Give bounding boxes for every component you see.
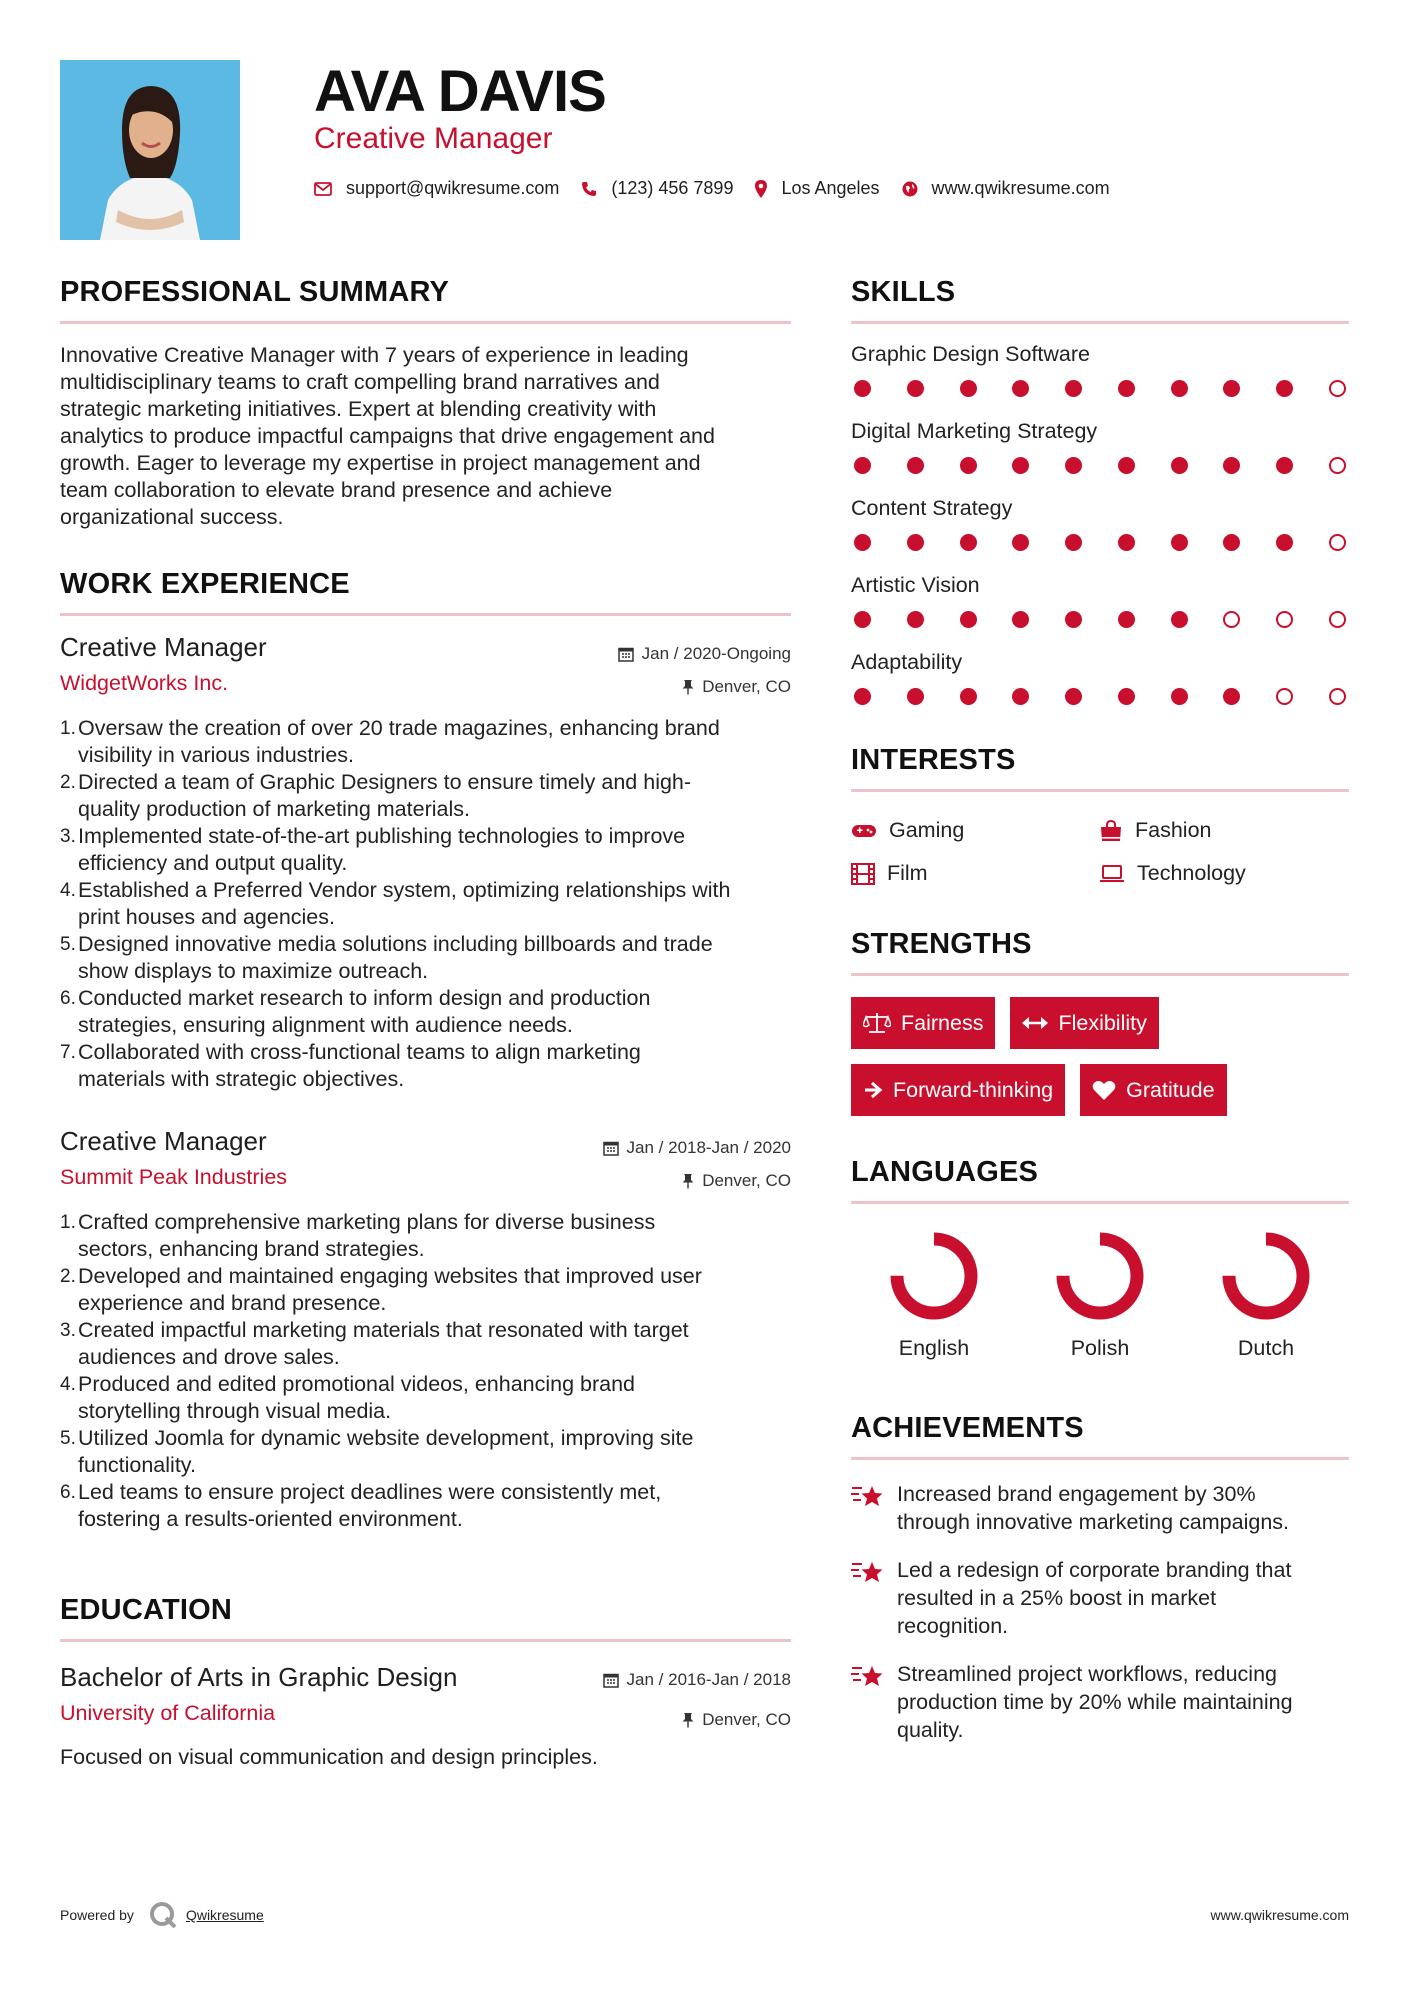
skill-name: Digital Marketing Strategy bbox=[851, 419, 1098, 443]
rating-dot-empty bbox=[1329, 688, 1346, 705]
summary-line: Innovative Creative Manager with 7 years of experience in leading bbox=[60, 343, 689, 367]
achievement-line: Led a redesign of corporate branding that bbox=[897, 1558, 1292, 1582]
section-divider bbox=[60, 321, 791, 324]
list-item: 2. Directed a team of Graphic Designers to ensure timely and high- quality production of marketing materials. bbox=[60, 770, 692, 821]
job-location-text: Denver, CO bbox=[702, 1171, 791, 1190]
job-dates-text: Jan / 2018-Jan / 2020 bbox=[626, 1138, 791, 1157]
strength-tag bbox=[1080, 1064, 1226, 1116]
summary-line: analytics to produce impactful campaigns that drive engagement and bbox=[60, 424, 715, 448]
achievements-section bbox=[851, 1412, 1349, 1744]
section-divider bbox=[851, 321, 1349, 324]
rating-dot-empty bbox=[1329, 380, 1346, 397]
summary-title: PROFESSIONAL SUMMARY bbox=[60, 276, 450, 308]
school-name: University of California bbox=[60, 1701, 276, 1725]
language-item bbox=[1017, 1230, 1183, 1361]
rating-dot-empty bbox=[1276, 611, 1293, 628]
work-section bbox=[60, 568, 791, 616]
skill-rating bbox=[851, 688, 1349, 705]
achievement-line: through innovative marketing campaigns. bbox=[897, 1510, 1289, 1534]
interest-label: Film bbox=[887, 861, 928, 885]
rating-dot-filled bbox=[907, 688, 924, 705]
summary-line: organizational success. bbox=[60, 505, 284, 529]
strength-tag bbox=[851, 1064, 1065, 1116]
interests-title: INTERESTS bbox=[851, 744, 1016, 776]
rating-dot-filled bbox=[1118, 611, 1135, 628]
rating-dot-filled bbox=[1012, 534, 1029, 551]
arrow-right-icon bbox=[863, 1080, 883, 1100]
powered-by-text: Powered by bbox=[60, 1907, 134, 1923]
rating-dot-filled bbox=[1012, 380, 1029, 397]
interest-label: Technology bbox=[1137, 861, 1246, 885]
strength-tag bbox=[851, 997, 995, 1049]
language-item bbox=[851, 1230, 1017, 1361]
achievement-line: Increased brand engagement by 30% bbox=[897, 1482, 1256, 1506]
summary-line: strategic marketing initiatives. Expert at blending creativity with bbox=[60, 397, 657, 421]
list-item: 4. Produced and edited promotional videos, enhancing brand storytelling through visual media. bbox=[60, 1372, 636, 1423]
strength-label: Gratitude bbox=[1126, 1077, 1215, 1102]
rating-dot-filled bbox=[907, 380, 924, 397]
email-text: support@qwikresume.com bbox=[346, 178, 560, 198]
rating-dot-filled bbox=[1223, 688, 1240, 705]
list-item: 5. Designed innovative media solutions including billboards and trade show displays to maximize outreach. bbox=[60, 932, 713, 983]
list-item: 5. Utilized Joomla for dynamic website development, improving site functionality. bbox=[60, 1426, 694, 1477]
language-list bbox=[851, 1230, 1349, 1361]
skill-name: Adaptability bbox=[851, 650, 963, 674]
language-name: Dutch bbox=[1237, 1336, 1295, 1360]
section-divider bbox=[60, 613, 791, 616]
skill-rating bbox=[851, 611, 1349, 628]
rating-dot-filled bbox=[854, 611, 871, 628]
rating-dot-filled bbox=[1065, 380, 1082, 397]
education-section bbox=[60, 1594, 791, 1771]
contact-bar bbox=[314, 178, 1132, 199]
rating-dot-empty bbox=[1329, 457, 1346, 474]
job-bullets bbox=[60, 715, 791, 1093]
heart-icon bbox=[1092, 1080, 1116, 1101]
rating-dot-filled bbox=[960, 380, 977, 397]
job-entry bbox=[60, 632, 791, 1093]
calendar-icon bbox=[603, 1672, 619, 1688]
thumbtack-icon bbox=[682, 679, 694, 695]
job-title: Creative Manager bbox=[60, 632, 267, 662]
calendar-icon bbox=[603, 1140, 619, 1156]
envelope-icon bbox=[314, 182, 332, 196]
languages-section bbox=[851, 1156, 1349, 1361]
list-item: 6. Led teams to ensure project deadlines were consistently met, fostering a results-oriented environment. bbox=[60, 1480, 662, 1531]
candidate-name: AVA DAVIS bbox=[314, 59, 606, 124]
rating-dot-filled bbox=[1276, 534, 1293, 551]
skill-item bbox=[851, 419, 1349, 474]
summary-line: multidisciplinary teams to craft compelling brand narratives and bbox=[60, 370, 660, 394]
rating-dot-filled bbox=[1118, 534, 1135, 551]
shopping-bag-icon bbox=[1099, 820, 1123, 842]
skill-rating bbox=[851, 380, 1349, 397]
interest-film bbox=[851, 861, 1099, 886]
language-progress-ring bbox=[1054, 1230, 1146, 1322]
job-location bbox=[603, 1171, 791, 1191]
rating-dot-filled bbox=[1118, 380, 1135, 397]
rating-dot-filled bbox=[1223, 534, 1240, 551]
footer bbox=[60, 1900, 1349, 1930]
contact-email[interactable] bbox=[314, 178, 559, 199]
achievement-item bbox=[851, 1660, 1349, 1744]
achievement-line: recognition. bbox=[897, 1614, 1009, 1638]
language-item bbox=[1183, 1230, 1349, 1361]
summary-line: growth. Eager to leverage my expertise in project management and bbox=[60, 451, 701, 475]
education-title: EDUCATION bbox=[60, 1594, 233, 1626]
achievement-line: production time by 20% while maintaining bbox=[897, 1690, 1293, 1714]
job-bullets bbox=[60, 1209, 791, 1533]
list-item: 1. Crafted comprehensive marketing plans for diverse business sectors, enhancing brand strategies. bbox=[60, 1210, 656, 1261]
section-divider bbox=[851, 1201, 1349, 1204]
balance-scale-icon bbox=[863, 1012, 891, 1034]
rating-dot-filled bbox=[1118, 688, 1135, 705]
work-title: WORK EXPERIENCE bbox=[60, 568, 350, 600]
strength-tag bbox=[1010, 997, 1158, 1049]
skill-item bbox=[851, 342, 1349, 397]
interests-section bbox=[851, 744, 1349, 886]
achievements-title: ACHIEVEMENTS bbox=[851, 1412, 1084, 1444]
language-progress-ring bbox=[888, 1230, 980, 1322]
job-location bbox=[618, 677, 791, 697]
contact-location bbox=[755, 178, 879, 199]
education-dates bbox=[603, 1670, 791, 1690]
rating-dot-filled bbox=[1012, 457, 1029, 474]
rating-dot-filled bbox=[854, 534, 871, 551]
achievement-line: quality. bbox=[897, 1718, 964, 1742]
rating-dot-filled bbox=[854, 457, 871, 474]
map-marker-icon bbox=[755, 180, 767, 198]
rating-dot-filled bbox=[854, 688, 871, 705]
section-divider bbox=[60, 1639, 791, 1642]
rating-dot-filled bbox=[1276, 457, 1293, 474]
language-progress-arc bbox=[897, 1239, 971, 1313]
job-dates-text: Jan / 2020-Ongoing bbox=[641, 644, 791, 663]
achievement-line: Streamlined project workflows, reducing bbox=[897, 1662, 1277, 1686]
list-item: 3. Implemented state-of-the-art publishing technologies to improve efficiency and output quality. bbox=[60, 824, 686, 875]
rating-dot-filled bbox=[1065, 688, 1082, 705]
rating-dot-filled bbox=[1012, 688, 1029, 705]
list-item: 7. Collaborated with cross-functional teams to align marketing materials with strategic objectives. bbox=[60, 1040, 641, 1091]
summary-text bbox=[60, 342, 791, 531]
skill-name: Content Strategy bbox=[851, 496, 1013, 520]
rating-dot-filled bbox=[1171, 457, 1188, 474]
job-entry bbox=[60, 1126, 791, 1533]
interest-fashion bbox=[1099, 818, 1349, 843]
skill-name: Graphic Design Software bbox=[851, 342, 1090, 366]
achievement-line: resulted in a 25% boost in market bbox=[897, 1586, 1217, 1610]
shooting-star-icon bbox=[851, 1662, 885, 1690]
education-location bbox=[603, 1710, 791, 1730]
rating-dot-filled bbox=[907, 534, 924, 551]
rating-dot-empty bbox=[1223, 611, 1240, 628]
skill-name: Artistic Vision bbox=[851, 573, 980, 597]
rating-dot-empty bbox=[1276, 688, 1293, 705]
thumbtack-icon bbox=[682, 1173, 694, 1189]
interest-label: Gaming bbox=[889, 818, 965, 842]
rating-dot-filled bbox=[960, 457, 977, 474]
skills-title: SKILLS bbox=[851, 276, 956, 308]
rating-dot-filled bbox=[1118, 457, 1135, 474]
skill-item bbox=[851, 573, 1349, 628]
calendar-icon bbox=[618, 646, 634, 662]
strength-label: Flexibility bbox=[1058, 1010, 1147, 1035]
job-company: WidgetWorks Inc. bbox=[60, 671, 229, 695]
achievement-item bbox=[851, 1480, 1349, 1536]
rating-dot-empty bbox=[1329, 611, 1346, 628]
strengths-section bbox=[851, 928, 1349, 1131]
interest-gaming bbox=[851, 818, 1099, 843]
list-item: 6. Conducted market research to inform design and production strategies, ensuring alignment with audience needs. bbox=[60, 986, 651, 1037]
degree-title: Bachelor of Arts in Graphic Design bbox=[60, 1662, 458, 1692]
footer-url[interactable]: www.qwikresume.com bbox=[1210, 1907, 1349, 1923]
qwikresume-link[interactable]: Qwikresume bbox=[185, 1907, 264, 1923]
gamepad-icon bbox=[851, 823, 877, 839]
summary-section bbox=[60, 276, 791, 531]
rating-dot-filled bbox=[1065, 457, 1082, 474]
job-title: Creative Manager bbox=[60, 1126, 267, 1156]
job-location-text: Denver, CO bbox=[702, 677, 791, 696]
rating-dot-filled bbox=[907, 457, 924, 474]
website-text: www.qwikresume.com bbox=[931, 178, 1110, 198]
rating-dot-filled bbox=[1012, 611, 1029, 628]
phone-icon bbox=[581, 181, 597, 197]
phone-text: (123) 456 7899 bbox=[611, 178, 734, 198]
laptop-icon bbox=[1099, 865, 1125, 883]
rating-dot-filled bbox=[1223, 457, 1240, 474]
contact-website[interactable] bbox=[902, 178, 1110, 199]
summary-line: team collaboration to elevate brand presence and achieve bbox=[60, 478, 613, 502]
rating-dot-filled bbox=[960, 611, 977, 628]
shooting-star-icon bbox=[851, 1558, 885, 1586]
language-progress-arc bbox=[1063, 1239, 1137, 1313]
skill-rating bbox=[851, 457, 1349, 474]
list-item: 2. Developed and maintained engaging websites that improved user experience and brand presence. bbox=[60, 1264, 702, 1315]
rating-dot-filled bbox=[1171, 688, 1188, 705]
job-company: Summit Peak Industries bbox=[60, 1165, 288, 1189]
section-divider bbox=[851, 1457, 1349, 1460]
list-item: 4. Established a Preferred Vendor system, optimizing relationships with print houses and agencies. bbox=[60, 878, 731, 929]
rating-dot-filled bbox=[907, 611, 924, 628]
contact-phone[interactable] bbox=[581, 178, 733, 199]
strength-label: Fairness bbox=[901, 1010, 984, 1035]
rating-dot-filled bbox=[1171, 611, 1188, 628]
section-divider bbox=[851, 973, 1349, 976]
globe-icon bbox=[902, 181, 918, 197]
rating-dot-filled bbox=[1276, 380, 1293, 397]
language-progress-arc bbox=[1229, 1239, 1303, 1313]
profile-photo bbox=[60, 60, 240, 240]
education-description: Focused on visual communication and design principles. bbox=[60, 1745, 598, 1769]
job-dates bbox=[603, 1138, 791, 1158]
rating-dot-filled bbox=[1065, 534, 1082, 551]
thumbtack-icon bbox=[682, 1712, 694, 1728]
language-progress-ring bbox=[1220, 1230, 1312, 1322]
skills-section bbox=[851, 276, 1349, 705]
education-location-text: Denver, CO bbox=[702, 1710, 791, 1729]
shooting-star-icon bbox=[851, 1482, 885, 1510]
rating-dot-filled bbox=[1223, 380, 1240, 397]
rating-dot-filled bbox=[1171, 534, 1188, 551]
interest-technology bbox=[1099, 861, 1349, 886]
skills-list bbox=[851, 342, 1349, 705]
rating-dot-filled bbox=[960, 534, 977, 551]
interest-label: Fashion bbox=[1135, 818, 1212, 842]
list-item: 1. Oversaw the creation of over 20 trade magazines, enhancing brand visibility in various industries. bbox=[60, 716, 720, 767]
language-name: English bbox=[898, 1336, 970, 1360]
location-text: Los Angeles bbox=[781, 178, 880, 198]
rating-dot-filled bbox=[1171, 380, 1188, 397]
job-dates bbox=[618, 644, 791, 664]
skill-rating bbox=[851, 534, 1349, 551]
achievement-item bbox=[851, 1556, 1349, 1640]
candidate-role: Creative Manager bbox=[314, 122, 553, 155]
strengths-title: STRENGTHS bbox=[851, 928, 1032, 960]
powered-by bbox=[60, 1900, 264, 1930]
qwikresume-logo-icon bbox=[148, 1900, 178, 1930]
film-icon bbox=[851, 863, 875, 885]
education-dates-text: Jan / 2016-Jan / 2018 bbox=[626, 1670, 791, 1689]
list-item: 3. Created impactful marketing materials that resonated with target audiences and drove sales. bbox=[60, 1318, 689, 1369]
languages-title: LANGUAGES bbox=[851, 1156, 1039, 1188]
skill-item bbox=[851, 650, 1349, 705]
skill-item bbox=[851, 496, 1349, 551]
rating-dot-empty bbox=[1329, 534, 1346, 551]
rating-dot-filled bbox=[854, 380, 871, 397]
section-divider bbox=[851, 789, 1349, 792]
language-name: Polish bbox=[1070, 1336, 1130, 1360]
strength-label: Forward-thinking bbox=[893, 1077, 1054, 1102]
rating-dot-filled bbox=[960, 688, 977, 705]
rating-dot-filled bbox=[1065, 611, 1082, 628]
arrows-horizontal-icon bbox=[1022, 1016, 1048, 1030]
